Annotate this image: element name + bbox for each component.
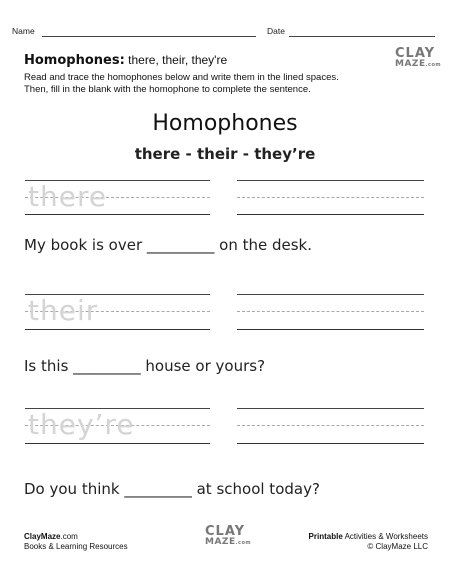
logo-bottom [205, 536, 252, 547]
write-top-line[interactable] [237, 408, 424, 409]
footer-brand-suffix: .com [60, 532, 78, 541]
name-line[interactable] [42, 36, 256, 37]
write-top-line[interactable] [237, 180, 424, 181]
footer-left [24, 532, 128, 552]
trace-word: they’re [28, 408, 135, 441]
logo-suffix: .com [235, 539, 252, 546]
write-mid-line[interactable] [237, 425, 424, 426]
date-label: Date [267, 26, 285, 36]
logo-bottom-text: MAZE [395, 58, 426, 69]
subheading: there - their - they’re [134, 145, 316, 163]
write-base-line[interactable] [237, 443, 424, 444]
instruction-line-1: Read and trace the homophones below and write them in the lined spaces. [24, 72, 339, 83]
write-base-line[interactable] [237, 214, 424, 215]
title-rest: there, their, they're [124, 53, 228, 67]
write-base-line[interactable] [237, 329, 424, 330]
footer-printable-rest: Activities & Worksheets [342, 532, 428, 541]
footer-right [309, 532, 428, 552]
logo-top-text: CLAY [205, 524, 246, 539]
write-top-line[interactable] [237, 294, 424, 295]
trace-word: their [28, 294, 99, 327]
worksheet-title [24, 53, 227, 68]
write-mid-line[interactable] [237, 311, 424, 312]
trace-base-line [25, 329, 210, 330]
date-line[interactable] [289, 36, 435, 37]
instructions [24, 72, 424, 96]
footer-printable [309, 532, 428, 542]
sentence: Is this _________ house or yours? [24, 357, 266, 375]
footer-tagline: Books & Learning Resources [24, 542, 128, 551]
heading: Homophones [152, 111, 298, 136]
logo-suffix: .com [425, 61, 442, 68]
title-bold: Homophones: [24, 53, 125, 68]
name-label: Name [12, 26, 35, 36]
logo-bottom [395, 58, 442, 69]
instruction-line-2: Then, fill in the blank with the homophone to complete the sentence. [24, 84, 311, 95]
claymaze-footer-logo [205, 524, 252, 547]
sentence: Do you think _________ at school today? [24, 480, 320, 498]
trace-base-line [25, 214, 210, 215]
logo-bottom-text: MAZE [205, 536, 236, 547]
footer-brand [24, 532, 128, 542]
trace-base-line [25, 443, 210, 444]
claymaze-logo [395, 46, 442, 69]
trace-word: there [28, 180, 108, 213]
sentence: My book is over _________ on the desk. [24, 236, 313, 254]
footer-copyright: © ClayMaze LLC [367, 542, 428, 551]
footer-printable-bold: Printable [308, 532, 343, 541]
write-mid-line[interactable] [237, 197, 424, 198]
footer-brand-bold: ClayMaze [24, 532, 61, 541]
logo-top-text: CLAY [395, 46, 436, 61]
